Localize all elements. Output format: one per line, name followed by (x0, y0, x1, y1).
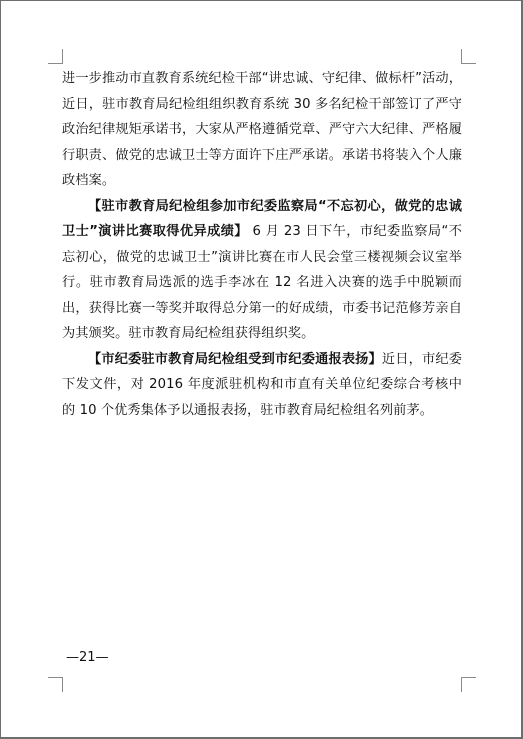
paragraph-3-text: 近日，市纪委下发文件，对 2016 年度派驻机构和市直有关单位纪委综合考核中的 10 个优秀集体予以通报表扬，驻市教育局纪检组名列前茅。 (62, 351, 462, 418)
crop-mark-bottom-left (48, 677, 63, 692)
crop-mark-bottom-right (461, 677, 476, 692)
crop-mark-top-left (48, 49, 63, 64)
paragraph-1-text: 进一步推动市直教育系统纪检干部“讲忠诚、守纪律、做标杆”活动，近日，驻市教育局纪检组组织教育系统 30 多名纪检干部签订了严守政治纪律规矩承诺书，大家从严格遵循党章、严守六大纪律、严格履行职责、做党的忠诚卫士等方面许下庄严承诺。承诺书将装入个人廉政档案。 (62, 71, 462, 188)
paragraph-speech-contest (62, 194, 462, 347)
paragraph-3-heading: 【市纪委驻市教育局纪检组受到市纪委通报表扬】 (88, 351, 382, 367)
crop-mark-top-right (461, 49, 476, 64)
paragraph-continued (62, 66, 462, 194)
document-body (62, 66, 462, 423)
paragraph-commendation (62, 347, 462, 424)
paragraph-2-text: 6 月 23 日下午，市纪委监察局“不忘初心，做党的忠诚卫士”演讲比赛在市人民会堂三楼视频会议室举行。驻市教育局选派的选手李冰在 12 名进入决赛的选手中脱颖而出，获得比赛一等奖并取得总分第一的好成绩，市委书记范修芳亲自为其颁奖。驻市教育局纪检组获得组织奖。 (62, 224, 462, 341)
page-number: —21— (66, 650, 109, 665)
paragraph-2-heading: 【驻市教育局纪检组参加市纪委监察局“不忘初心，做党的忠诚卫士”演讲比赛取得优异成绩】 (62, 198, 462, 239)
